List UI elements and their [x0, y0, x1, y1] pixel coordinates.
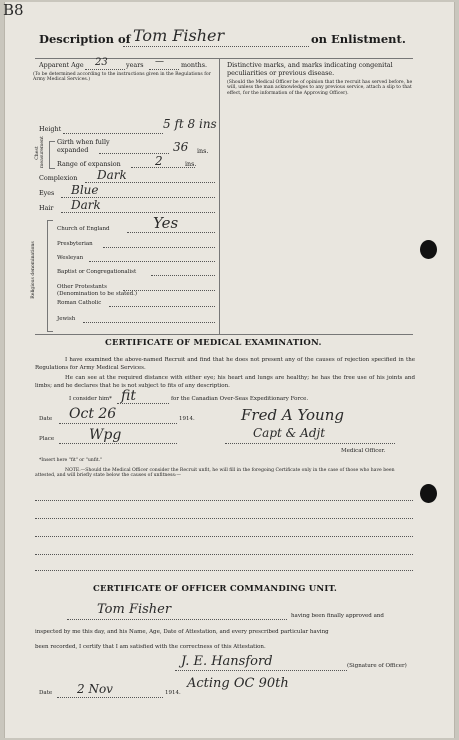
years-label: years	[126, 61, 144, 69]
header-on-enlistment: on Enlistment.	[311, 32, 406, 46]
medical-paragraph-1: I have examined the above-named Recruit and find that he does not present any of the causes of rejection specified in the Regulations for Army Medical Services.	[35, 357, 415, 371]
officer-acting-title: Acting OC 90th	[187, 676, 289, 691]
attestation-form-page	[4, 2, 455, 738]
punch-hole-top	[420, 240, 437, 259]
officer-signature-label: (Signature of Officer)	[347, 663, 407, 669]
range-label: Range of expansion	[57, 160, 121, 168]
fitness-value: fit	[121, 388, 136, 404]
range-ins-label: ins.	[185, 160, 197, 168]
officer-recruit-name: Tom Fisher	[97, 602, 172, 617]
force-label: for the Canadian Over-Seas Expeditionary Force.	[171, 396, 309, 402]
religion-church-of-england: Church of England	[57, 226, 110, 232]
eyes-label: Eyes	[39, 189, 55, 197]
section-rule-1	[35, 334, 413, 335]
consider-label: I consider him*	[69, 396, 112, 402]
medical-officer-rank: Capt & Adjt	[253, 426, 326, 440]
officer-year-label: 1914.	[165, 690, 181, 696]
officer-line-2: inspected by me this day, and his Name, Age, Date of Attestation, and every prescribed particular having	[35, 629, 329, 635]
months-value: —	[155, 57, 164, 67]
unfitness-line-5	[35, 570, 413, 571]
apparent-age-label: Apparent Age	[39, 61, 84, 69]
religion-jewish: Jewish	[57, 316, 76, 322]
religion-roman-catholic: Roman Catholic	[57, 300, 102, 306]
medical-year-label: 1914.	[179, 416, 195, 422]
medical-unfit-note: NOTE.—Should the Medical Officer consider the Recruit unfit, he will fill in the foregoing Certificate only in the case of those who have been attested, and will briefly state below the causes of unfitness:—	[35, 468, 395, 479]
unfitness-line-4	[35, 554, 413, 555]
insert-fit-note: *Insert here "fit" or "unfit."	[39, 458, 103, 463]
chest-bracket	[49, 141, 55, 169]
religion-other-protestants: Other Protestants (Denomination to be stated.)	[57, 284, 138, 297]
girth-ins-label: ins.	[197, 147, 209, 155]
header-description-of: Description of	[39, 32, 131, 46]
girth-label: Girth when fully expanded	[57, 138, 110, 154]
column-divider	[219, 58, 220, 334]
medical-certificate-title: CERTIFICATE OF MEDICAL EXAMINATION.	[105, 338, 322, 348]
medical-place-label: Place	[39, 436, 55, 442]
header-recruit-name: Tom Fisher	[133, 26, 225, 45]
header-rule	[35, 58, 413, 59]
hair-value: Dark	[71, 198, 101, 212]
months-label: months.	[181, 61, 208, 69]
distinctive-marks-note: (Should the Medical Officer be of opinion that the recruit has served before, he will, unless the man acknowledges to any previous service, attach a slip to that effect, for the information of the Approving Officer).	[227, 80, 413, 96]
officer-signature: J. E. Hansford	[181, 654, 273, 669]
religious-denominations-label: Religious denominations	[31, 241, 36, 299]
age-note: (To be determined according to the instructions given in the Regulations for Army Medical Services.)	[33, 72, 211, 83]
medical-date-label: Date	[39, 416, 53, 422]
officer-certificate-title: CERTIFICATE OF OFFICER COMMANDING UNIT.	[93, 584, 338, 594]
officer-date-label: Date	[39, 690, 53, 696]
officer-line-1: having been finally approved and	[291, 613, 384, 619]
medical-paragraph-2: He can see at the required distance with either eye; his heart and lungs are healthy; he has the free use of his joints and limbs; and he declares that he is not subject to fits of any description.	[35, 375, 415, 389]
religion-baptist: Baptist or Congregationalist	[57, 269, 137, 275]
age-value: 23	[95, 57, 108, 68]
unfitness-line-2	[35, 518, 413, 519]
religion-wesleyan: Wesleyan	[57, 255, 84, 261]
officer-date-value: 2 Nov	[77, 682, 113, 696]
height-value: 5 ft 8 ins	[163, 117, 217, 131]
range-value: 2	[155, 154, 163, 168]
punch-hole-bottom	[420, 484, 437, 503]
corner-mark: B8	[3, 1, 24, 19]
religion-value: Yes	[153, 214, 179, 232]
chest-measurement-label: Chest measurement	[35, 136, 46, 168]
medical-place-value: Wpg	[89, 427, 122, 443]
height-label: Height	[39, 125, 62, 133]
complexion-value: Dark	[97, 168, 127, 182]
medical-officer-label: Medical Officer.	[341, 448, 386, 454]
medical-officer-signature: Fred A Young	[241, 406, 344, 424]
religion-presbyterian: Presbyterian	[57, 241, 93, 247]
hair-label: Hair	[39, 204, 54, 212]
unfitness-line-1	[35, 500, 413, 501]
religion-bracket	[47, 220, 53, 332]
officer-line-3: been recorded, I certify that I am satisfied with the correctness of this Attestation.	[35, 644, 266, 650]
distinctive-marks-title: Distinctive marks, and marks indicating congenital peculiarities or previous disease.	[227, 61, 393, 77]
girth-value: 36	[173, 140, 189, 154]
complexion-label: Complexion	[39, 174, 78, 182]
medical-date-value: Oct 26	[69, 406, 117, 422]
unfitness-line-3	[35, 536, 413, 537]
eyes-value: Blue	[71, 183, 99, 197]
